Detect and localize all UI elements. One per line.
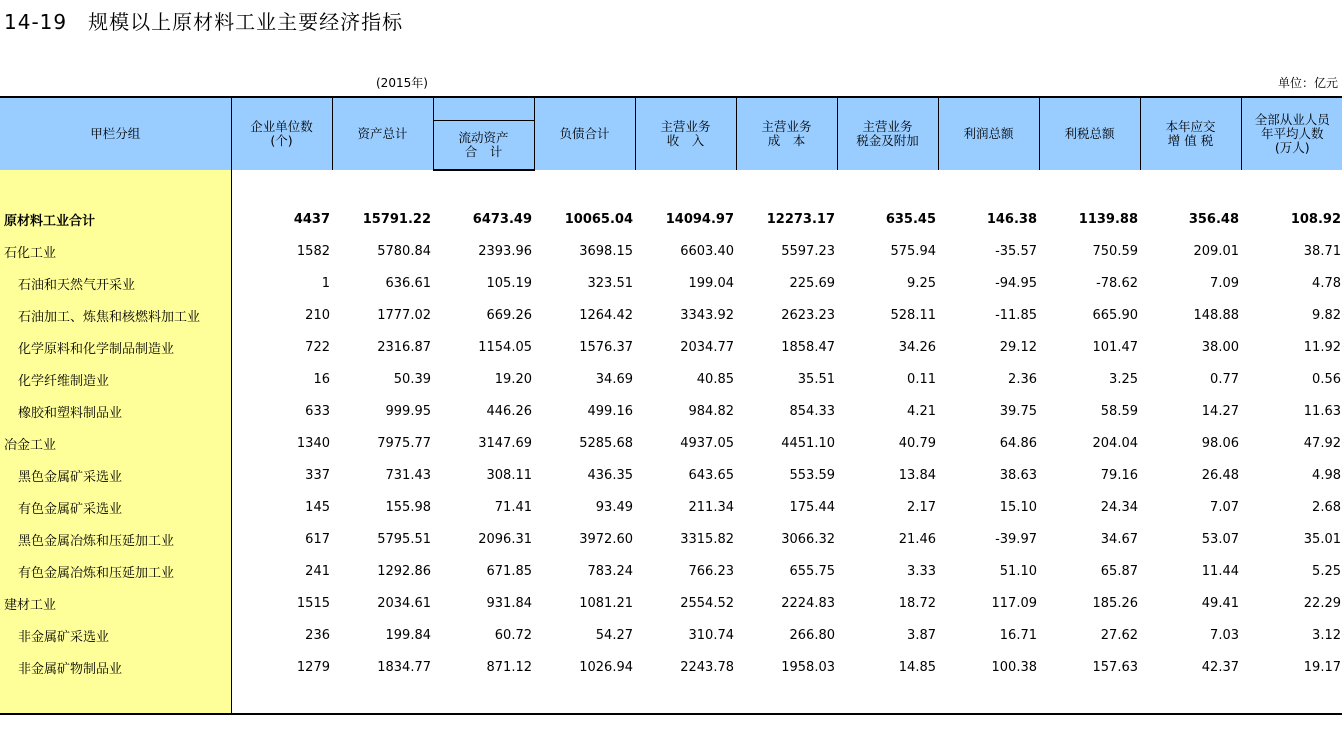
row-value: 1	[321, 275, 330, 291]
row-value: 308.11	[486, 467, 532, 483]
row-label: 非金属矿采选业	[0, 619, 231, 651]
table-row	[0, 331, 1342, 363]
row-value: 4.21	[907, 403, 936, 419]
row-value: 64.86	[999, 435, 1037, 451]
row-value: 21.46	[898, 531, 936, 547]
row-value: 2.36	[1008, 371, 1037, 387]
table-row	[0, 523, 1342, 555]
row-value: -35.57	[995, 243, 1037, 259]
row-value: 871.12	[486, 659, 532, 675]
row-value: 3315.82	[680, 531, 734, 547]
row-value: 636.61	[385, 275, 431, 291]
row-value: 148.88	[1193, 307, 1239, 323]
row-value: 225.69	[789, 275, 835, 291]
row-value: 11.44	[1201, 563, 1239, 579]
row-value: 635.45	[885, 211, 936, 227]
row-value: 11.63	[1303, 403, 1341, 419]
row-value: 3.25	[1109, 371, 1138, 387]
row-value: 16.71	[999, 627, 1037, 643]
row-value: 528.11	[890, 307, 936, 323]
row-value: 337	[305, 467, 330, 483]
row-label: 石化工业	[0, 235, 231, 267]
header-assets: 资产总计	[332, 97, 433, 170]
row-value: 4437	[293, 211, 330, 227]
row-value: 1264.42	[579, 307, 633, 323]
row-value: 0.56	[1312, 371, 1341, 387]
row-label: 有色金属矿采选业	[0, 491, 231, 523]
row-label: 有色金属冶炼和压延加工业	[0, 555, 231, 587]
row-value: 3147.69	[478, 435, 532, 451]
row-value: 5285.68	[579, 435, 633, 451]
row-value: 199.84	[385, 627, 431, 643]
row-value: 655.75	[789, 563, 835, 579]
row-value: 79.16	[1100, 467, 1138, 483]
row-value: 19.20	[494, 371, 532, 387]
row-value: 58.59	[1100, 403, 1138, 419]
row-value: 34.69	[595, 371, 633, 387]
row-value: 27.62	[1100, 627, 1138, 643]
row-label: 化学纤维制造业	[0, 363, 231, 395]
row-value: 999.95	[385, 403, 431, 419]
row-value: 199.04	[688, 275, 734, 291]
row-value: 24.34	[1100, 499, 1138, 515]
table-row	[0, 619, 1342, 651]
row-value: 98.06	[1201, 435, 1239, 451]
table-row	[0, 203, 1342, 235]
row-value: 2096.31	[478, 531, 532, 547]
row-value: 323.51	[587, 275, 633, 291]
row-value: -78.62	[1096, 275, 1138, 291]
row-value: 7.07	[1210, 499, 1239, 515]
table-row	[0, 459, 1342, 491]
row-value: 10065.04	[564, 211, 633, 227]
row-value: 2034.77	[680, 339, 734, 355]
row-value: 100.38	[991, 659, 1037, 675]
row-value: 71.41	[494, 499, 532, 515]
row-value: 731.43	[385, 467, 431, 483]
table-row	[0, 587, 1342, 619]
row-value: 18.72	[898, 595, 936, 611]
row-value: 0.77	[1210, 371, 1239, 387]
row-value: 3343.92	[680, 307, 734, 323]
row-label: 原材料工业合计	[0, 203, 231, 235]
row-value: 984.82	[688, 403, 734, 419]
row-label: 橡胶和塑料制品业	[0, 395, 231, 427]
row-label: 建材工业	[0, 587, 231, 619]
row-value: 7.03	[1210, 627, 1239, 643]
row-value: 209.01	[1193, 243, 1239, 259]
row-value: 35.01	[1303, 531, 1341, 547]
row-value: 34.26	[898, 339, 936, 355]
row-value: 5597.23	[781, 243, 835, 259]
row-value: 65.87	[1100, 563, 1138, 579]
row-value: 185.26	[1092, 595, 1138, 611]
row-value: 53.07	[1201, 531, 1239, 547]
row-value: 12273.17	[766, 211, 835, 227]
row-value: 766.23	[688, 563, 734, 579]
row-value: 499.16	[587, 403, 633, 419]
table-row	[0, 299, 1342, 331]
header-tax-surcharge: 主营业务 税金及附加	[837, 97, 938, 170]
row-value: 49.41	[1201, 595, 1239, 611]
header-revenue: 主营业务 收 入	[635, 97, 736, 170]
header-profit: 利润总额	[938, 97, 1039, 170]
row-value: -11.85	[995, 307, 1037, 323]
row-value: 22.29	[1303, 595, 1341, 611]
row-value: 211.34	[688, 499, 734, 515]
row-value: 204.04	[1092, 435, 1138, 451]
row-value: 1515	[296, 595, 330, 611]
row-value: 93.49	[595, 499, 633, 515]
row-value: 1576.37	[579, 339, 633, 355]
row-value: 146.38	[986, 211, 1037, 227]
table-row	[0, 267, 1342, 299]
row-value: 2554.52	[680, 595, 734, 611]
row-value: 783.24	[587, 563, 633, 579]
row-value: 39.75	[999, 403, 1037, 419]
row-value: 47.92	[1303, 435, 1341, 451]
row-value: 5780.84	[377, 243, 431, 259]
tail-fill	[231, 683, 1342, 714]
row-value: 931.84	[486, 595, 532, 611]
row-value: 2316.87	[377, 339, 431, 355]
row-value: 108.92	[1290, 211, 1341, 227]
row-value: 2393.96	[478, 243, 532, 259]
row-value: 60.72	[494, 627, 532, 643]
row-value: 5795.51	[377, 531, 431, 547]
row-value: 1292.86	[377, 563, 431, 579]
row-value: -39.97	[995, 531, 1037, 547]
table-row	[0, 363, 1342, 395]
row-label: 黑色金属矿采选业	[0, 459, 231, 491]
row-value: 3.12	[1312, 627, 1341, 643]
row-value: 236	[305, 627, 330, 643]
indicator-table	[0, 96, 1342, 715]
row-value: 26.48	[1201, 467, 1239, 483]
row-value: 145	[305, 499, 330, 515]
row-value: 575.94	[890, 243, 936, 259]
row-value: 54.27	[595, 627, 633, 643]
row-value: 3.33	[907, 563, 936, 579]
row-value: 310.74	[688, 627, 734, 643]
unit-note: 单位：亿元	[1277, 76, 1338, 90]
row-value: 40.79	[898, 435, 936, 451]
year-note: (2015年)	[376, 76, 428, 90]
row-value: 1958.03	[781, 659, 835, 675]
header-cost: 主营业务 成 本	[736, 97, 837, 170]
row-value: 50.39	[393, 371, 431, 387]
table-row	[0, 651, 1342, 683]
row-value: 1026.94	[579, 659, 633, 675]
row-value: 5.25	[1312, 563, 1341, 579]
row-value: 4.98	[1312, 467, 1341, 483]
row-value: 3066.32	[781, 531, 835, 547]
row-value: 3972.60	[579, 531, 633, 547]
row-value: 29.12	[999, 339, 1037, 355]
header-enterprises: 企业单位数 (个)	[231, 97, 332, 170]
row-value: 2034.61	[377, 595, 431, 611]
row-value: 3.87	[907, 627, 936, 643]
page-title: 14-19 规模以上原材料工业主要经济指标	[4, 10, 404, 34]
row-value: 14.85	[898, 659, 936, 675]
row-value: 665.90	[1092, 307, 1138, 323]
row-value: 38.00	[1201, 339, 1239, 355]
row-value: 633	[305, 403, 330, 419]
row-value: 9.82	[1312, 307, 1341, 323]
row-value: 155.98	[385, 499, 431, 515]
tail-cell	[0, 683, 231, 714]
row-value: 553.59	[789, 467, 835, 483]
row-value: 9.25	[907, 275, 936, 291]
row-label: 石油加工、炼焦和核燃料加工业	[0, 299, 231, 331]
row-value: 1154.05	[478, 339, 532, 355]
header-assets-spacer	[433, 97, 534, 121]
row-value: 750.59	[1092, 243, 1138, 259]
row-value: 7.09	[1210, 275, 1239, 291]
row-value: -94.95	[995, 275, 1037, 291]
row-value: 669.26	[486, 307, 532, 323]
row-value: 13.84	[898, 467, 936, 483]
row-value: 436.35	[587, 467, 633, 483]
row-value: 210	[305, 307, 330, 323]
row-value: 15791.22	[362, 211, 431, 227]
row-value: 2.17	[907, 499, 936, 515]
row-value: 643.65	[688, 467, 734, 483]
row-value: 0.11	[907, 371, 936, 387]
header-vat: 本年应交 增 值 税	[1140, 97, 1241, 170]
row-value: 14094.97	[665, 211, 734, 227]
row-value: 671.85	[486, 563, 532, 579]
row-value: 117.09	[991, 595, 1037, 611]
header-employees: 全部从业人员 年平均人数 (万人)	[1241, 97, 1342, 170]
row-value: 42.37	[1201, 659, 1239, 675]
row-label: 黑色金属冶炼和压延加工业	[0, 523, 231, 555]
spacer-cell	[0, 170, 231, 203]
table-row	[0, 555, 1342, 587]
row-value: 38.71	[1303, 243, 1341, 259]
table-row	[0, 395, 1342, 427]
row-value: 4937.05	[680, 435, 734, 451]
row-value: 38.63	[999, 467, 1037, 483]
row-value: 11.92	[1303, 339, 1341, 355]
row-label: 非金属矿物制品业	[0, 651, 231, 683]
row-value: 35.51	[797, 371, 835, 387]
row-value: 1777.02	[377, 307, 431, 323]
row-value: 617	[305, 531, 330, 547]
row-value: 14.27	[1201, 403, 1239, 419]
row-value: 854.33	[789, 403, 835, 419]
header-group: 甲栏分组	[0, 97, 231, 170]
row-value: 40.85	[696, 371, 734, 387]
table-row	[0, 427, 1342, 459]
row-value: 1858.47	[781, 339, 835, 355]
row-value: 15.10	[999, 499, 1037, 515]
row-value: 175.44	[789, 499, 835, 515]
row-value: 2.68	[1312, 499, 1341, 515]
row-value: 51.10	[999, 563, 1037, 579]
row-label: 石油和天然气开采业	[0, 267, 231, 299]
row-value: 1279	[296, 659, 330, 675]
header-current-assets: 流动资产 合 计	[433, 121, 534, 171]
row-value: 446.26	[486, 403, 532, 419]
row-value: 34.67	[1100, 531, 1138, 547]
row-label: 化学原料和化学制品制造业	[0, 331, 231, 363]
row-value: 1139.88	[1078, 211, 1138, 227]
row-value: 157.63	[1092, 659, 1138, 675]
row-value: 6603.40	[680, 243, 734, 259]
row-value: 722	[305, 339, 330, 355]
row-value: 1834.77	[377, 659, 431, 675]
row-value: 16	[313, 371, 330, 387]
row-value: 105.19	[486, 275, 532, 291]
row-value: 7975.77	[377, 435, 431, 451]
row-value: 356.48	[1188, 211, 1239, 227]
row-value: 6473.49	[472, 211, 532, 227]
row-value: 4.78	[1312, 275, 1341, 291]
row-value: 1081.21	[579, 595, 633, 611]
header-liabilities: 负债合计	[534, 97, 635, 170]
row-value: 19.17	[1303, 659, 1341, 675]
row-value: 241	[305, 563, 330, 579]
row-value: 3698.15	[579, 243, 633, 259]
table-row	[0, 491, 1342, 523]
row-value: 2224.83	[781, 595, 835, 611]
row-value: 4451.10	[781, 435, 835, 451]
header-profit-tax: 利税总额	[1039, 97, 1140, 170]
row-value: 101.47	[1092, 339, 1138, 355]
row-value: 2623.23	[781, 307, 835, 323]
row-value: 266.80	[789, 627, 835, 643]
table-row	[0, 235, 1342, 267]
row-label: 冶金工业	[0, 427, 231, 459]
row-value: 2243.78	[680, 659, 734, 675]
row-value: 1340	[296, 435, 330, 451]
row-value: 1582	[296, 243, 330, 259]
